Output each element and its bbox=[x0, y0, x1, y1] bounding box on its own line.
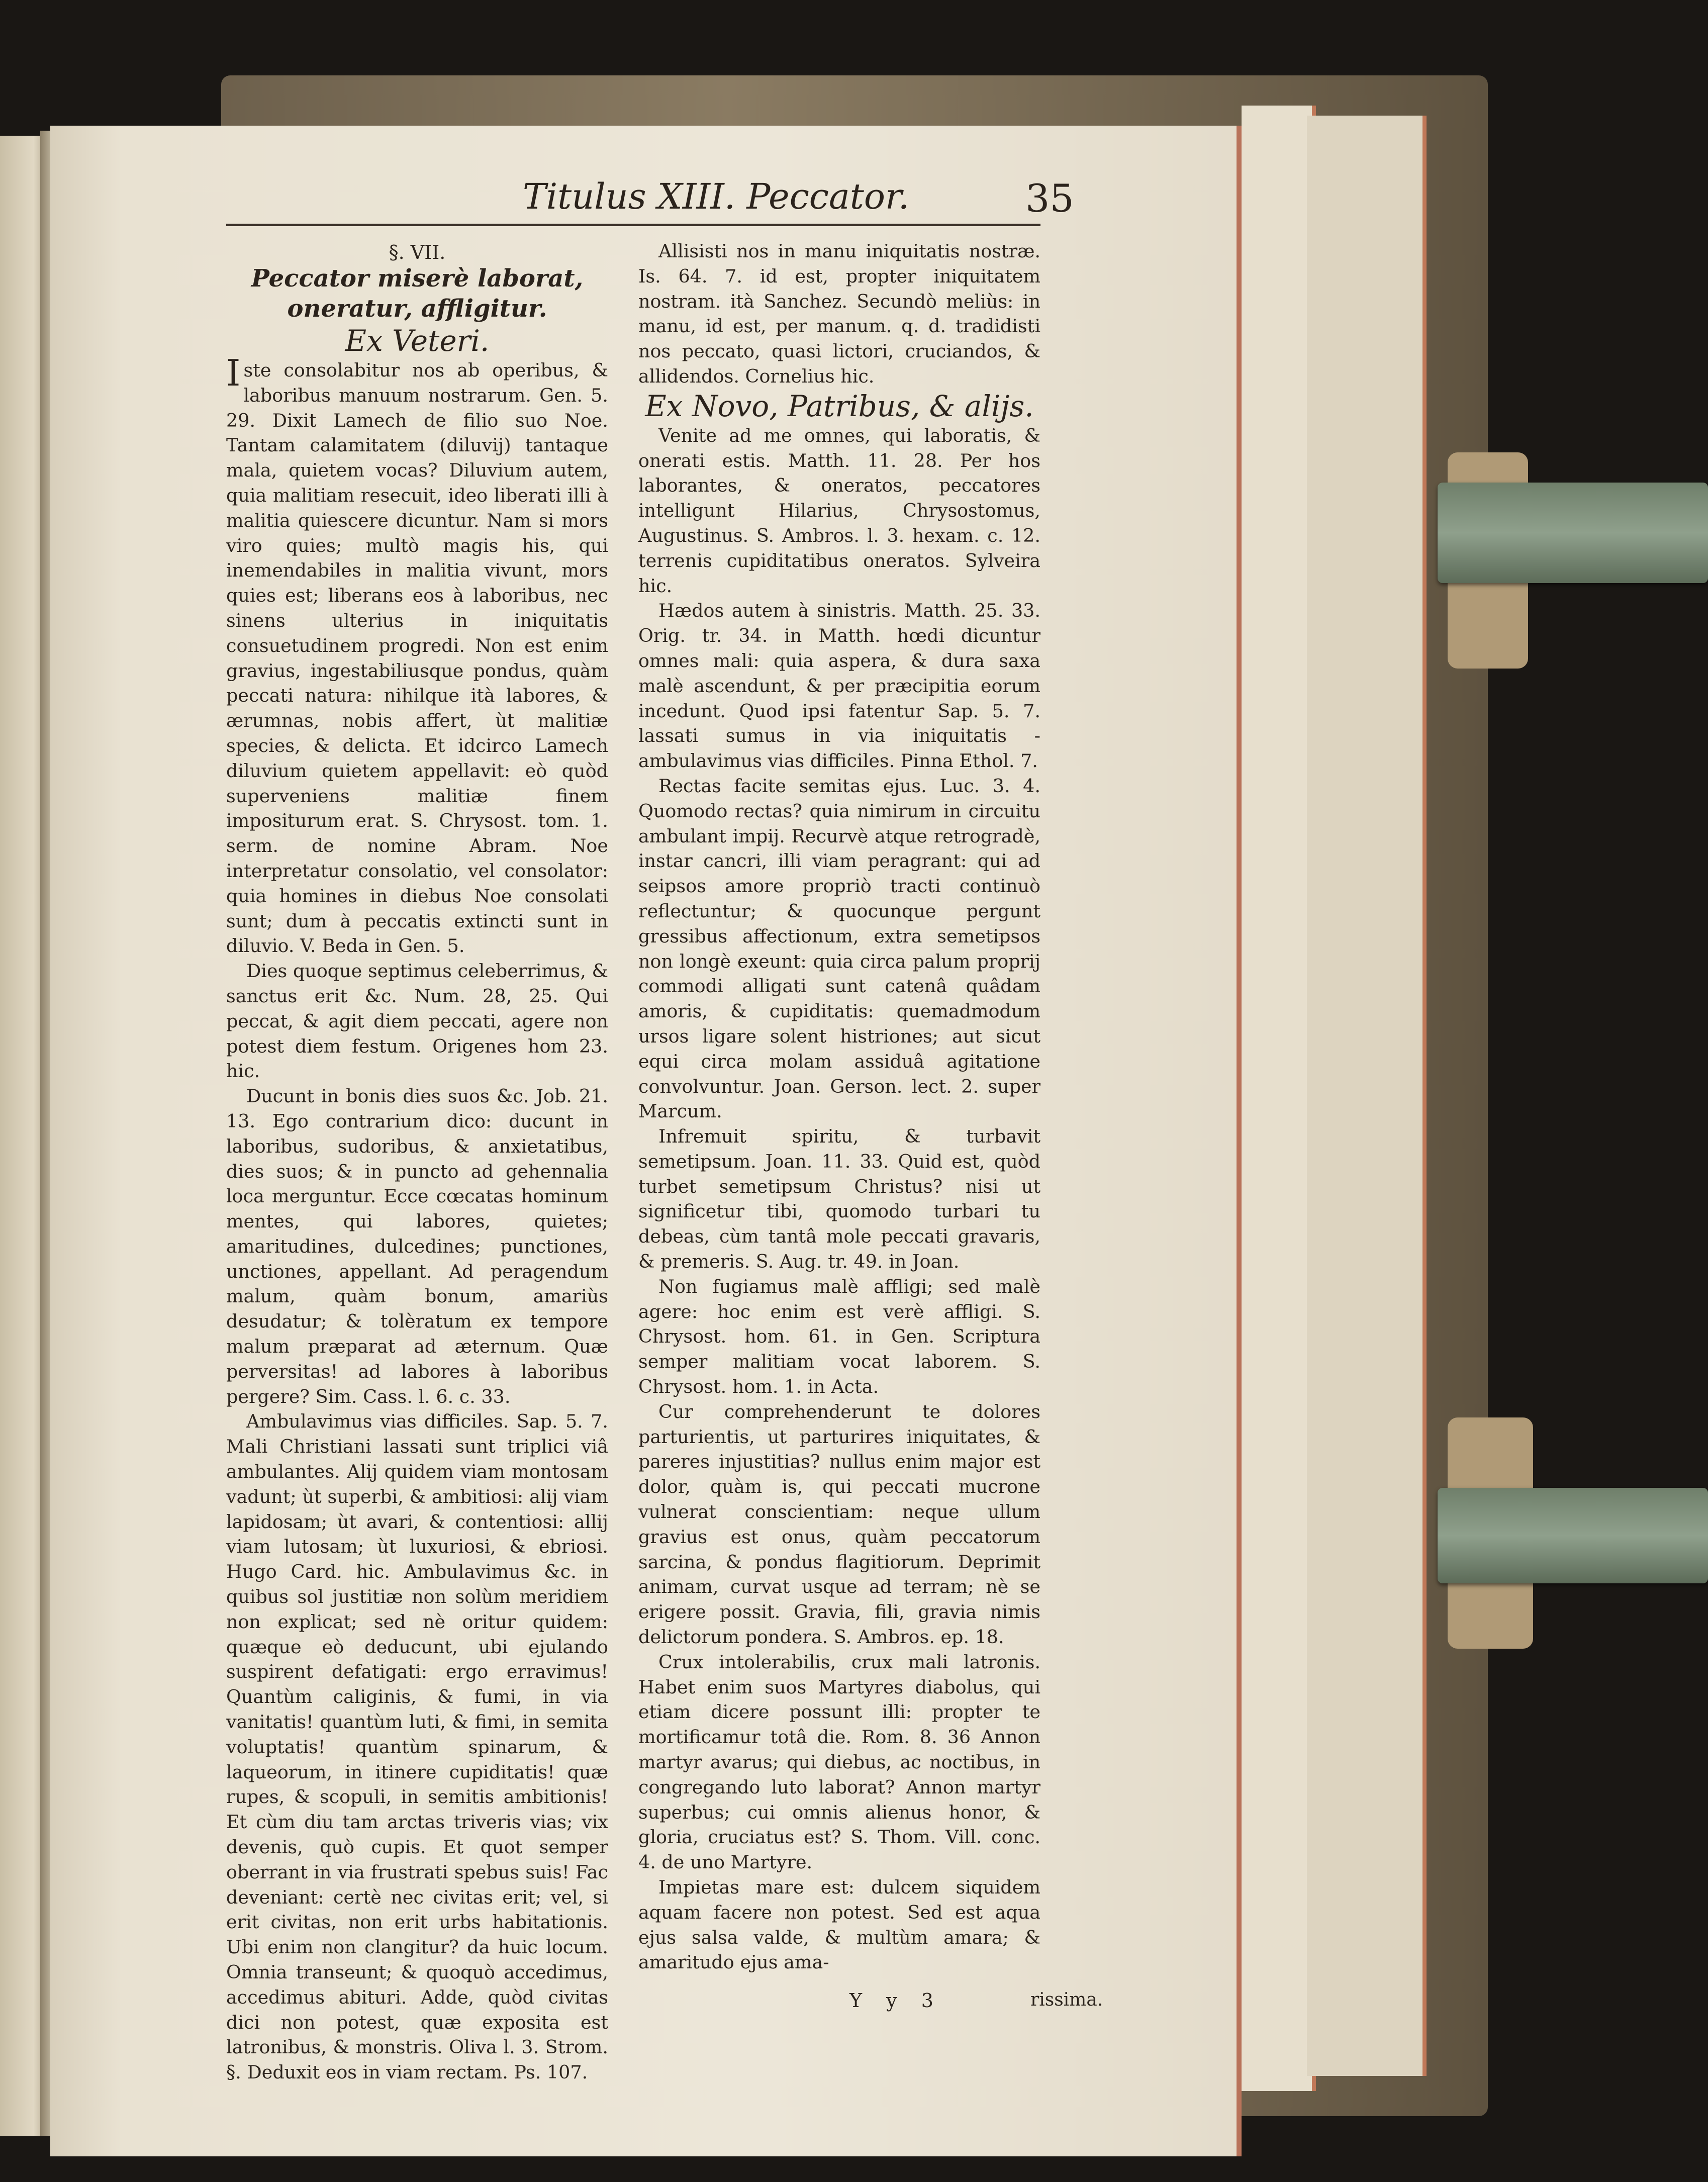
paragraph: Ducunt in bonis dies suos &c. Job. 21. 13. Ego contrarium dico: ducunt in laboribus, sudoribus, & anxietatibus, dies suos; & in puncto ad gehennalia loca merguntur. Ecce cœcatas hominum mentes, qui labores, quietes; amaritudines, dulcedines; punctiones, unctiones, appellant. Ad peragendum malum, quàm bonum, amariùs desudatur; & tolèratum ex tempore malum præparat ad æternum. Quæ perversitas! ad labores à laboribus pergere? Sim. Cass. l. 6. c. 33. bbox=[226, 1085, 608, 1407]
clasp-upper bbox=[1438, 483, 1708, 583]
paragraph: Dies quoque septimus celeberrimus, & sanctus erit &c. Num. 28, 25. Qui peccat, & agit diem peccati, agere non potest diem festum. Origenes hom 23. hic. bbox=[226, 960, 608, 1082]
book-page bbox=[50, 126, 1242, 2156]
paragraph: Non fugiamus malè affligi; sed malè agere: hoc enim est verè affligi. S. Chrysost. hom. 61. in Gen. Scriptura semper malitiam vocat laborem. S. Chrysost. hom. 1. in Acta. bbox=[638, 1275, 1040, 1398]
right-column bbox=[638, 239, 1040, 1975]
paragraph: Crux intolerabilis, crux mali latronis. Habet enim suos Martyres diabolus, qui etiam dicere possunt illi: propter te mortificamur totâ die. Rom. 8. 36 Annon martyr avarus; qui diebus, ac noctibus, in congregando luto laborat? Annon martyr superbus; cui omnis alienus honor, & gloria, cruciatus est? S. Thom. Vill. conc. 4. de uno Martyre. bbox=[638, 1651, 1040, 1873]
subheading-old-testament: Ex Veteri. bbox=[345, 324, 490, 358]
section-title: Peccator miserè laborat, oneratur, affligitur. bbox=[251, 264, 584, 323]
paragraph: Cur comprehenderunt te dolores parturientis, ut parturires iniquitates, & pareres injustitias? nullus enim major est dolor, quàm is, qui peccati mucrone vulnerat conscientiam: neque ullum gravius est onus, quàm peccatorum sarcina, & pondus flagitiorum. Deprimit animam, curvat usque ad terram; nè se erigere possit. Gravia, fili, gravia nimis delictorum pondera. S. Ambros. ep. 18. bbox=[638, 1400, 1040, 1648]
paragraph: Ambulavimus vias difficiles. Sap. 5. 7. Mali Christiani lassati sunt triplici viâ ambulantes. Alij quidem viam montosam vadunt; ùt superbi, & ambitiosi: alij viam lapidosam; ùt avari, & contentiosi: allij viam lutosam; ùt luxuriosi, & ebriosi. Hugo Card. hic. Ambulavimus &c. in quibus sol justitiæ non solùm meridiem non explicat; sed nè oritur quidem: quæque eò deducunt, ubi ejulando suspirent defatigati: ergo erravimus! Quantùm caliginis, & fumi, in via vanitatis! quantùm luti, & fimi, in semita voluptatis! quantùm spinarum, & laqueorum, in itinere cupiditatis! quæ rupes, & scopuli, in semitis ambitionis! Et cùm diu tam arctas triveris vias; vix devenis, quò cupis. Et quot semper oberrant in via frustrati spebus suis! Fac deveniant: certè nec civitas erit; vel, si erit civitas, non erit urbs habitationis. Ubi enim non clangitur? da huic locum. Omnia transeunt; & quoquò accedimus, accedimus abituri. Adde, quòd civitas dici non potest, quæ exposita est latronibus, & monstris. Oliva l. 3. Strom. §. Deduxit eos in viam rectam. Ps. 107. bbox=[226, 1410, 608, 2083]
paragraph: Rectas facite semitas ejus. Luc. 3. 4. Quomodo rectas? quia nimirum in circuitu ambulant impij. Recurvè atque retrogradè, instar cancri, illi viam peragrant: qui ad seipsos amore propriò tracti continuò reflectuntur; & quocunque pergunt gressibus affectionum, extra semetipsos non longè exeunt: quia circa palum proprij commodi alligati sunt catenâ quâdam amoris, & cupiditatis: quemadmodum ursos ligare solent histriones; aut sicut equi circa molam assiduâ agitatione convolvuntur. Joan. Gerson. lect. 2. super Marcum. bbox=[638, 775, 1040, 1122]
section-number: §. VII. bbox=[389, 241, 446, 263]
signature-mark: Y y 3 bbox=[849, 1989, 942, 2012]
paragraph: Allisisti nos in manu iniquitatis nostræ. Is. 64. 7. id est, propter iniquitatem nostram. ità Sanchez. Secundò meliùs: in manu, id est, per manum. q. d. tradidisti nos peccato, quasi lictori, cruciandos, & allidendos. Cornelius hic. bbox=[638, 240, 1040, 387]
page-stack bbox=[1242, 106, 1316, 2091]
left-column bbox=[226, 241, 608, 2085]
running-title: Titulus XIII. Peccator. bbox=[523, 176, 910, 217]
page-header bbox=[226, 176, 1116, 226]
catchword: rissima. bbox=[1030, 1989, 1103, 2010]
paragraph: Venite ad me omnes, qui laboratis, & onerati estis. Matth. 11. 28. Per hos laborantes, & oneratos, peccatores intelligunt Hilarius, Chrysostomus, Augustinus. S. Ambros. l. 3. hexam. c. 12. terrenis cupiditatibus oneratos. Sylveira hic. bbox=[638, 424, 1040, 597]
header-rule bbox=[226, 224, 1040, 226]
clasp-lower bbox=[1438, 1488, 1708, 1583]
paragraph: Infremuit spiritu, & turbavit semetipsum. Joan. 11. 33. Quid est, quòd turbet semetipsum Christus? nisi ut significetur tibi, quomodo turbari tu debeas, cùm tantâ mole peccati gravaris, & premeris. S. Aug. tr. 49. in Joan. bbox=[638, 1125, 1040, 1273]
paragraph: Iste consolabitur nos ab operibus, & laboribus manuum nostrarum. Gen. 5. 29. Dixit Lamech de filio suo Noe. Tantam calamitatem (diluvij) tantaque mala, quietem vocas? Diluvium autem, quia malitiam resecuit, ideo liberati illi à malitia quiescere dicuntur. Nam si mors viro quies; multò magis his, qui inemendabiles in malitia vivunt, mors quies est; liberans eos à laboribus, nec sinens ulterius in iniquitatis consuetudinem progredi. Non est enim gravius, ingestabiliusque pondus, quàm peccati natura: nihilque ità labores, & ærumnas, nobis affert, ùt malitiæ species, & delicta. Et idcirco Lamech diluvium quietem appellavit: eò quòd superveniens malitiæ finem impositurum erat. S. Chrysost. tom. 1. serm. de nomine Abram. Noe interpretatur consolatio, vel consolator: quia homines in diebus Noe consolati sunt; dum à peccatis extincti sunt in diluvio. V. Beda in Gen. 5. bbox=[226, 352, 608, 957]
page-stack-inner bbox=[1307, 116, 1427, 2076]
paragraph: Hædos autem à sinistris. Matth. 25. 33. Orig. tr. 34. in Matth. hœdi dicuntur omnes mali: quia aspera, & dura saxa malè ascendunt, & per præcipitia eorum incedunt. Quod ipsi fatentur Sap. 5. 7. lassati sumus in via iniquitatis - ambulavimus vias difficiles. Pinna Ethol. 7. bbox=[638, 600, 1040, 772]
page-number: 35 bbox=[1025, 176, 1074, 221]
subheading-new-testament: Ex Novo, Patribus, & alijs. bbox=[645, 389, 1034, 423]
paragraph: Impietas mare est: dulcem siquidem aquam facere non potest. Sed est aqua ejus salsa valde, & multùm amara; & amaritudo ejus ama- bbox=[638, 1876, 1040, 1973]
